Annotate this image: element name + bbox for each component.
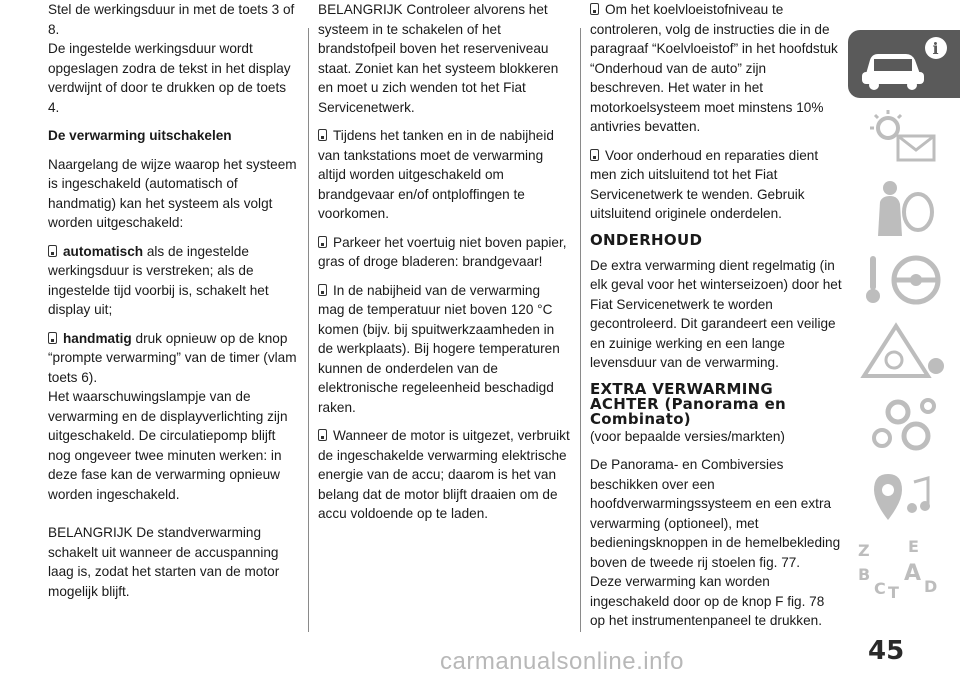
warning-lights-icon[interactable]	[848, 102, 960, 170]
paragraph: Deze verwarming kan worden ingeschakeld door op de knop F fig. 78 op het instrumentenpaneel te drukken.	[590, 574, 825, 628]
bullet-icon	[318, 236, 327, 248]
bullet-icon	[318, 129, 327, 141]
car-info-icon[interactable]	[848, 30, 960, 98]
bullet-text: druk opnieuw op de knop “prompte verwarming” van de timer (vlam toets 6).	[48, 330, 297, 385]
paragraph: De extra verwarming dient regelmatig (in elk geval voor het winterseizoen) door het Fiat Servicenetwerk te worden gecontroleerd. Dit garandeert een veilige en zuinige werking en een lange levensduur van de verwarming.	[590, 257, 842, 370]
safety-icon[interactable]	[848, 174, 960, 242]
multimedia-icon[interactable]	[848, 462, 960, 530]
section-heading: ONDERHOUD	[590, 230, 703, 249]
watermark: carmanualsonline.info	[440, 648, 684, 675]
bullet-item	[318, 281, 570, 418]
bullet-text: Wanneer de motor is uitgezet, verbruikt de ingeschakelde verwarming elektrische energie van de accu; daarom is het van belang dat de motor blijft draaien om de accu voldoende op te laden.	[318, 428, 570, 521]
column-divider	[308, 28, 309, 632]
bullet-item	[590, 0, 842, 137]
steering-icon[interactable]	[848, 246, 960, 314]
bullet-item	[590, 146, 842, 224]
svg-text:A: A	[904, 561, 922, 586]
bullet-text: Voor onderhoud en reparaties dient men zich uitsluitend tot het Fiat Servicenetwerk te wenden. Gebruik uitsluitend originele onderdelen.	[590, 147, 819, 221]
bullet-item	[318, 233, 570, 272]
bullet-icon	[48, 332, 57, 344]
bullet-item	[48, 329, 298, 388]
bullet-icon	[318, 284, 327, 296]
bullet-item	[318, 126, 570, 224]
svg-text:E: E	[908, 537, 919, 556]
bullet-text: Tijdens het tanken en in de nabijheid van tankstations moet de verwarming altijd worden uitgeschakeld om brandgevaar en/of ontploffingen te voorkomen.	[318, 128, 554, 221]
paragraph: Naargelang de wijze waarop het systeem is ingeschakeld (automatisch of handmatig) kan het systeem als volgt worden uitgeschakeld:	[48, 156, 297, 230]
paragraph: Het waarschuwingslampje van de verwarming en de displayverlichting zijn uitgeschakeld. De circulatiepomp blijft nog ongeveer twee minuten werken: in deze fase kan de verwarming opnieuw worden ingeschakeld.	[48, 389, 288, 502]
bullet-text: Om het koelvloeistofniveau te controleren, volg de instructies die in de paragraaf “Koelvloeistof” in het hoofdstuk “Onderhoud van de auto” zijn beschreven. Het water in het motorkoelsysteem moet minstens 10% antivries bevatten.	[590, 2, 838, 134]
chapter-tabs	[848, 30, 960, 640]
bullet-item	[318, 426, 570, 524]
bullet-text: als de ingestelde werkingsduur is verstreken; als de ingestelde tijd voorbij is, schakelt het display uit;	[48, 243, 269, 317]
svg-text:i: i	[932, 39, 939, 58]
text-column-3	[590, 0, 842, 640]
paragraph: BELANGRIJK Controleer alvorens het systeem in te schakelen of het brandstofpeil boven het reserveniveau staat. Zoniet kan het systeem blokkeren en moet u zich wenden tot het Fiat Servicenetwerk.	[318, 2, 559, 115]
bullet-term: automatisch	[63, 243, 144, 259]
paragraph: De ingestelde werkingsduur wordt opgeslagen zodra de tekst in het display verdwijnt of door te drukken op de toets 4.	[48, 41, 291, 115]
emergency-icon[interactable]	[848, 318, 960, 386]
maintenance-icon[interactable]	[848, 390, 960, 458]
svg-text:B: B	[858, 565, 871, 584]
svg-text:D: D	[924, 577, 938, 596]
index-icon[interactable]	[848, 534, 960, 602]
bullet-text: Parkeer het voertuig niet boven papier, gras of droge bladeren: brandgevaar!	[318, 234, 567, 269]
text-column-2	[318, 0, 570, 533]
paragraph: De Panorama- en Combiversies beschikken over een hoofdverwarmingssysteem en een extra verwarming (optioneel), met bedieningsknoppen in de hemelbekleding boven de tweede rij stoelen fig. 77.	[590, 457, 841, 570]
paragraph: BELANGRIJK De standverwarming schakelt uit wanneer de accuspanning laag is, zodat het starten van de motor mogelijk blijft.	[48, 525, 280, 599]
subtitle: (voor bepaalde versies/markten)	[590, 428, 785, 444]
text-column-1	[48, 0, 298, 610]
bullet-text: In de nabijheid van de verwarming mag de temperatuur niet boven 120 °C komen (bijv. bij spuitwerkzaamheden in de werkplaats). Bij hogere temperaturen kunnen de onderdelen van de elektronische regeleenheid beschadigd raken.	[318, 282, 560, 415]
svg-text:Z: Z	[858, 541, 870, 560]
bullet-icon	[590, 149, 599, 161]
bullet-icon	[590, 3, 599, 15]
section-heading: De verwarming uitschakelen	[48, 128, 232, 143]
bullet-term: handmatig	[63, 330, 132, 346]
column-divider	[580, 28, 581, 632]
page-number: 45	[868, 636, 905, 666]
bullet-icon	[48, 245, 57, 257]
svg-text:T: T	[888, 583, 899, 602]
bullet-item	[48, 242, 298, 320]
section-heading: EXTRA VERWARMING ACHTER (Panorama en Combinato)	[590, 379, 787, 428]
svg-text:C: C	[874, 579, 886, 598]
bullet-icon	[318, 429, 327, 441]
paragraph: Stel de werkingsduur in met de toets 3 of 8.	[48, 2, 295, 37]
